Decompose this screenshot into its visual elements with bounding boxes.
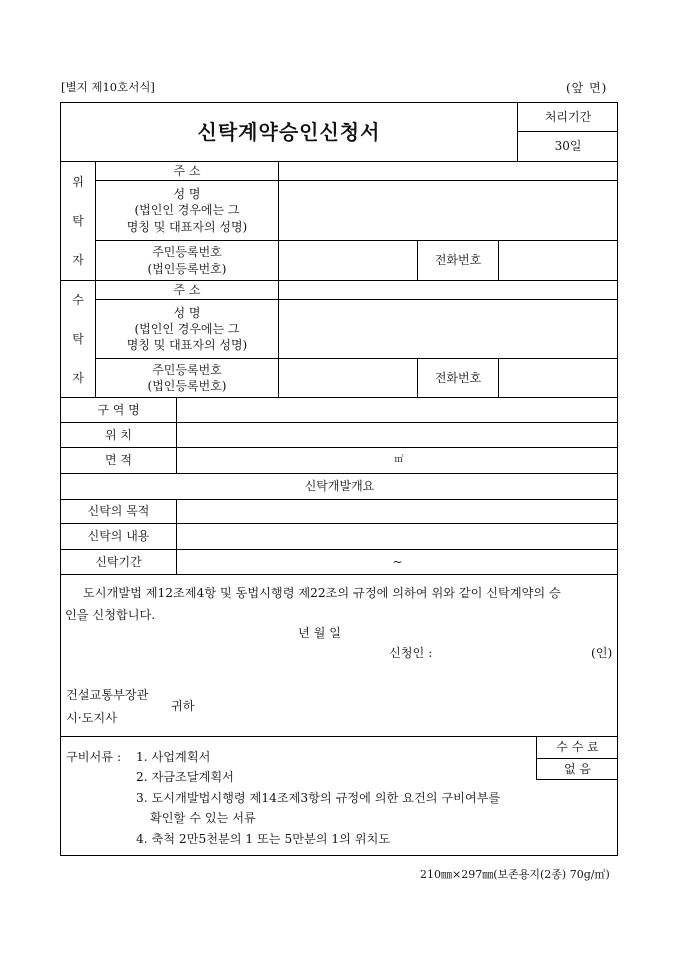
- area-unit: ㎡: [394, 455, 404, 466]
- trustee-phone-label: 전화번호: [434, 370, 482, 385]
- statement-line-2: 인을 신청합니다.: [65, 608, 156, 622]
- document-item-3-cont: 확인할 수 있는 서류: [150, 811, 256, 825]
- form-title: 신탁계약승인신청서: [197, 119, 381, 144]
- period-label: 신탁기간: [95, 554, 142, 569]
- processing-period-label: 처리기간: [544, 109, 592, 124]
- trustee-id-label: 주민등록번호 (법인등록번호): [147, 362, 227, 393]
- area-field[interactable]: [177, 448, 618, 473]
- overview-heading: 신탁개발개요: [304, 479, 375, 494]
- application-date: 년 월 일: [298, 626, 342, 640]
- document-item-2: 2. 자금조달계획서: [136, 770, 234, 784]
- application-form: [60, 102, 618, 856]
- recipient-governor: 시·도지사: [66, 711, 117, 725]
- truster-phone-field[interactable]: [499, 241, 618, 280]
- applicant-label: 신청인 :: [389, 646, 433, 660]
- fee-label: 수 수 료: [556, 740, 599, 755]
- seal-mark: (인): [591, 646, 613, 660]
- trustee-name-field[interactable]: [279, 300, 618, 358]
- document-item-3: 3. 도시개발법시행령 제14조제3항의 규정에 의한 요건의 구비여부를: [136, 791, 501, 805]
- fee-value: 없 음: [564, 761, 591, 776]
- location-label: 위 치: [105, 427, 132, 442]
- trustee-address-label: 주 소: [173, 282, 201, 297]
- documents-label: 구비서류 :: [66, 750, 122, 764]
- trustee-side-label: 수 탁 자: [72, 293, 84, 385]
- truster-id-field[interactable]: [279, 241, 417, 280]
- trustee-name-label: 성 명 (법인인 경우에는 그 명칭 및 대표자의 성명): [126, 305, 248, 353]
- statement-line-1: 도시개발법 제12조제4항 및 동법시행령 제22조의 규정에 의하여 위와 같이 신탁계약의 승: [83, 586, 561, 600]
- area-label: 면 적: [105, 453, 132, 468]
- purpose-field[interactable]: [177, 500, 618, 523]
- processing-period-value: 30일: [554, 139, 582, 154]
- truster-id-label: 주민등록번호 (법인등록번호): [147, 245, 227, 276]
- period-separator: ~: [392, 554, 403, 569]
- trustee-id-field[interactable]: [279, 359, 417, 397]
- trustee-address-field[interactable]: [279, 281, 618, 299]
- content-label: 신탁의 내용: [87, 529, 150, 544]
- period-field[interactable]: [177, 550, 618, 574]
- recipient-suffix: 귀하: [171, 699, 195, 713]
- location-field[interactable]: [177, 423, 618, 447]
- trustee-phone-field[interactable]: [499, 359, 618, 397]
- page-side-label: (앞 면): [566, 81, 608, 95]
- recipient-minister: 건설교통부장관: [66, 688, 149, 702]
- document-item-1: 1. 사업계획서: [136, 750, 211, 764]
- truster-address-label: 주 소: [173, 163, 201, 178]
- truster-phone-label: 전화번호: [434, 253, 482, 268]
- truster-side-label: 위 탁 자: [72, 174, 84, 268]
- document-item-4: 4. 축척 2만5천분의 1 또는 5만분의 1의 위치도: [136, 832, 391, 846]
- content-field[interactable]: [177, 524, 618, 549]
- purpose-label: 신탁의 목적: [87, 504, 150, 519]
- truster-address-field[interactable]: [279, 162, 618, 180]
- truster-name-label: 성 명 (법인인 경우에는 그 명칭 및 대표자의 성명): [126, 187, 248, 234]
- form-number: [별지 제10호서식]: [61, 80, 155, 94]
- zone-name-field[interactable]: [177, 398, 618, 422]
- zone-name-label: 구 역 명: [97, 402, 140, 417]
- paper-spec-footer: 210㎜×297㎜(보존용지(2종) 70g/㎡): [420, 868, 610, 881]
- truster-name-field[interactable]: [279, 181, 618, 240]
